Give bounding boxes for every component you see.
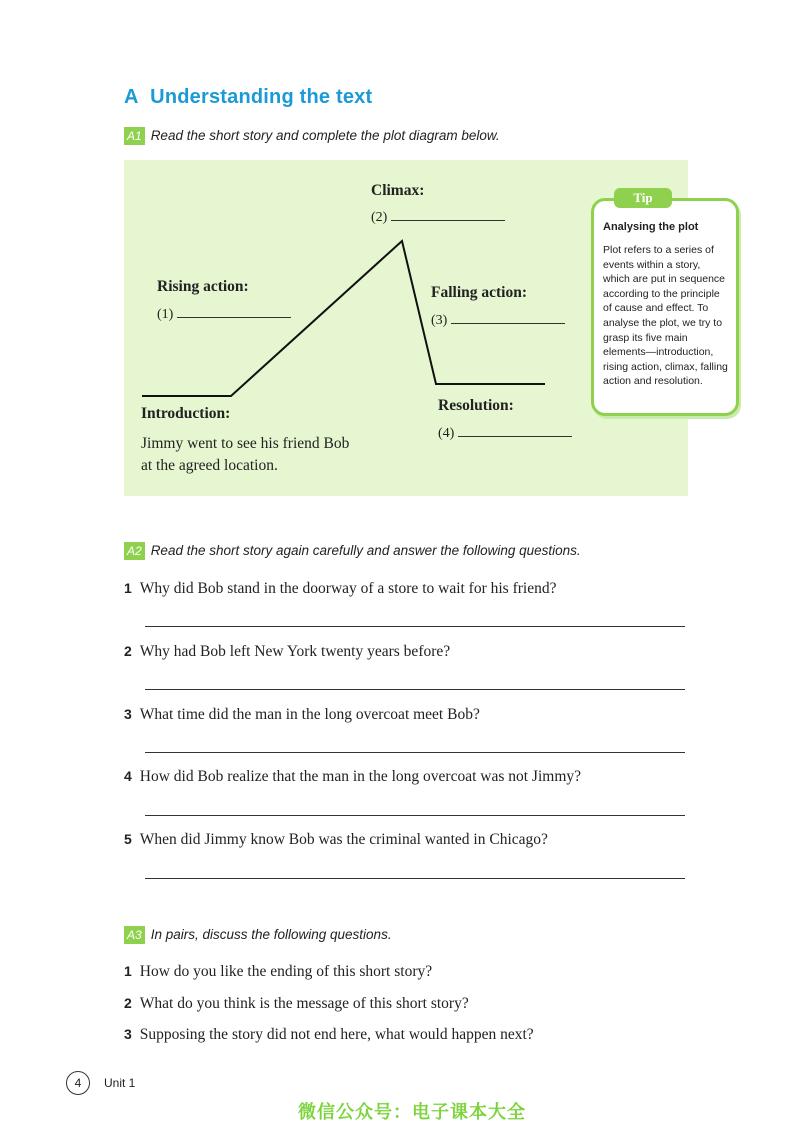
tip-title: Analysing the plot — [603, 221, 699, 233]
question-number: 2 — [124, 643, 132, 659]
falling-blank[interactable] — [431, 311, 565, 329]
rising-label: Rising action: — [157, 278, 249, 295]
question-text: What time did the man in the long overcoat meet Bob? — [139, 706, 480, 723]
a2-question-2 — [124, 643, 450, 661]
question-number: 3 — [124, 1026, 132, 1042]
falling-answer-line[interactable] — [451, 311, 565, 324]
a3-question-1 — [124, 963, 432, 981]
watermark: 微信公众号：电子课本大全 — [298, 1102, 526, 1123]
a1-badge: A1 — [124, 127, 145, 145]
answer-line-1[interactable] — [145, 626, 685, 627]
question-number: 2 — [124, 995, 132, 1011]
question-text: What do you think is the message of this short story? — [139, 995, 469, 1012]
a3-badge: A3 — [124, 926, 145, 944]
a3-question-3 — [124, 1026, 534, 1044]
answer-line-4[interactable] — [145, 815, 685, 816]
a2-instruction: Read the short story again carefully and answer the following questions. — [150, 543, 581, 558]
climax-answer-line[interactable] — [391, 208, 505, 221]
question-number: 1 — [124, 580, 132, 596]
falling-label: Falling action: — [431, 284, 528, 301]
question-text: How did Bob realize that the man in the long overcoat was not Jimmy? — [139, 768, 582, 785]
section-title-text: Understanding the text — [150, 86, 373, 108]
question-number: 1 — [124, 963, 132, 979]
page-number: 4 — [66, 1071, 90, 1095]
a2-question-4 — [124, 768, 581, 786]
introduction-line-1: Jimmy went to see his friend Bob — [141, 435, 350, 452]
question-text: When did Jimmy know Bob was the criminal wanted in Chicago? — [139, 831, 548, 848]
resolution-num: (4) — [438, 426, 455, 441]
a3-task — [124, 926, 392, 944]
resolution-blank[interactable] — [438, 424, 572, 442]
climax-blank[interactable] — [371, 208, 505, 226]
question-number: 3 — [124, 706, 132, 722]
a2-question-3 — [124, 706, 480, 724]
a3-instruction: In pairs, discuss the following questions. — [150, 927, 392, 942]
section-letter: A — [124, 86, 139, 108]
a1-instruction: Read the short story and complete the plot diagram below. — [150, 128, 500, 143]
climax-num: (2) — [371, 210, 388, 225]
rising-blank[interactable] — [157, 305, 291, 323]
question-text: Supposing the story did not end here, what would happen next? — [139, 1026, 534, 1043]
question-number: 4 — [124, 768, 132, 784]
question-text: How do you like the ending of this short story? — [139, 963, 433, 980]
tip-tab: Tip — [614, 188, 672, 208]
climax-label: Climax: — [371, 182, 425, 199]
tip-body: Plot refers to a series of events within a story, which are put in sequence according to the principle of cause and effect. To analyse the plot, we try to grasp its five main elements—introduction, rising action, climax, falling action and resolution. — [603, 244, 728, 388]
answer-line-5[interactable] — [145, 878, 685, 879]
a2-question-5 — [124, 831, 548, 849]
rising-answer-line[interactable] — [177, 305, 291, 318]
answer-line-3[interactable] — [145, 752, 685, 753]
question-number: 5 — [124, 831, 132, 847]
falling-num: (3) — [431, 313, 448, 328]
resolution-label: Resolution: — [438, 397, 514, 414]
introduction-line-2: at the agreed location. — [141, 457, 278, 474]
a2-question-1 — [124, 580, 556, 598]
question-text: Why did Bob stand in the doorway of a store to wait for his friend? — [139, 580, 557, 597]
answer-line-2[interactable] — [145, 689, 685, 690]
introduction-label: Introduction: — [141, 405, 231, 422]
resolution-answer-line[interactable] — [458, 424, 572, 437]
unit-label: Unit 1 — [104, 1076, 136, 1090]
rising-num: (1) — [157, 307, 174, 322]
a3-question-2 — [124, 995, 469, 1013]
question-text: Why had Bob left New York twenty years before? — [139, 643, 451, 660]
a2-task — [124, 542, 581, 560]
a2-badge: A2 — [124, 542, 145, 560]
introduction-text — [141, 433, 349, 477]
